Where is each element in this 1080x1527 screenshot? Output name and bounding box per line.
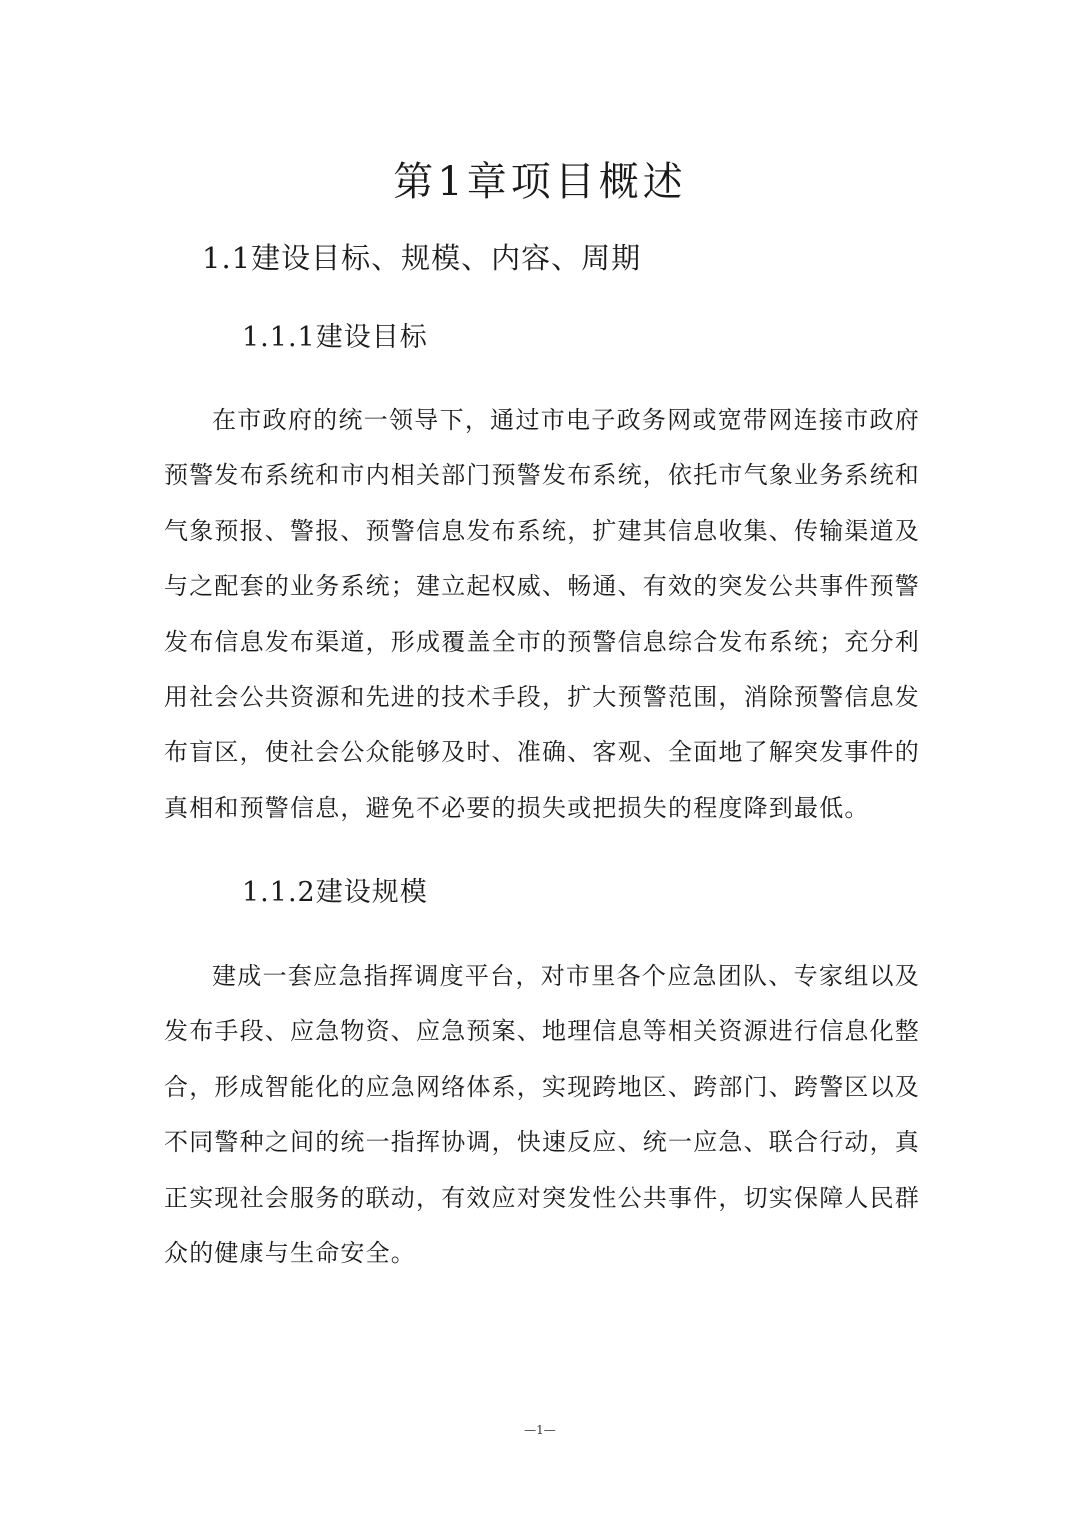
page-number: —1— bbox=[524, 1423, 556, 1437]
section-heading: 1.1建设目标、规模、内容、周期 bbox=[202, 241, 642, 275]
chapter-title: 第1章项目概述 bbox=[393, 159, 687, 205]
subsection-heading-scale: 1.1.2建设规模 bbox=[242, 877, 428, 908]
subsection-heading-goals: 1.1.1建设目标 bbox=[242, 322, 428, 353]
paragraph-scale: 建成一套应急指挥调度平台，对市里各个应急团队、专家组以及发布手段、应急物资、应急预案、地理信息等相关资源进行信息化整合，形成智能化的应急网络体系，实现跨地区、跨部门、跨警区以及不同警种之间的统一指挥协调，快速反应、统一应急、联合行动，真正实现社会服务的联动，有效应对突发性公共事件，切实保障人民群众的健康与生命安全。 bbox=[164, 962, 920, 1268]
paragraph-goals: 在市政府的统一领导下，通过市电子政务网或宽带网连接市政府预警发布系统和市内相关部门预警发布系统，依托市气象业务系统和气象预报、警报、预警信息发布系统，扩建其信息收集、传输渠道及与之配套的业务系统；建立起权威、畅通、有效的突发公共事件预警发布信息发布渠道，形成覆盖全市的预警信息综合发布系统；充分利用社会公共资源和先进的技术手段，扩大预警范围，消除预警信息发布盲区，使社会公众能够及时、准确、客观、全面地了解突发事件的真相和预警信息，避免不必要的损失或把损失的程度降到最低。 bbox=[164, 406, 920, 822]
